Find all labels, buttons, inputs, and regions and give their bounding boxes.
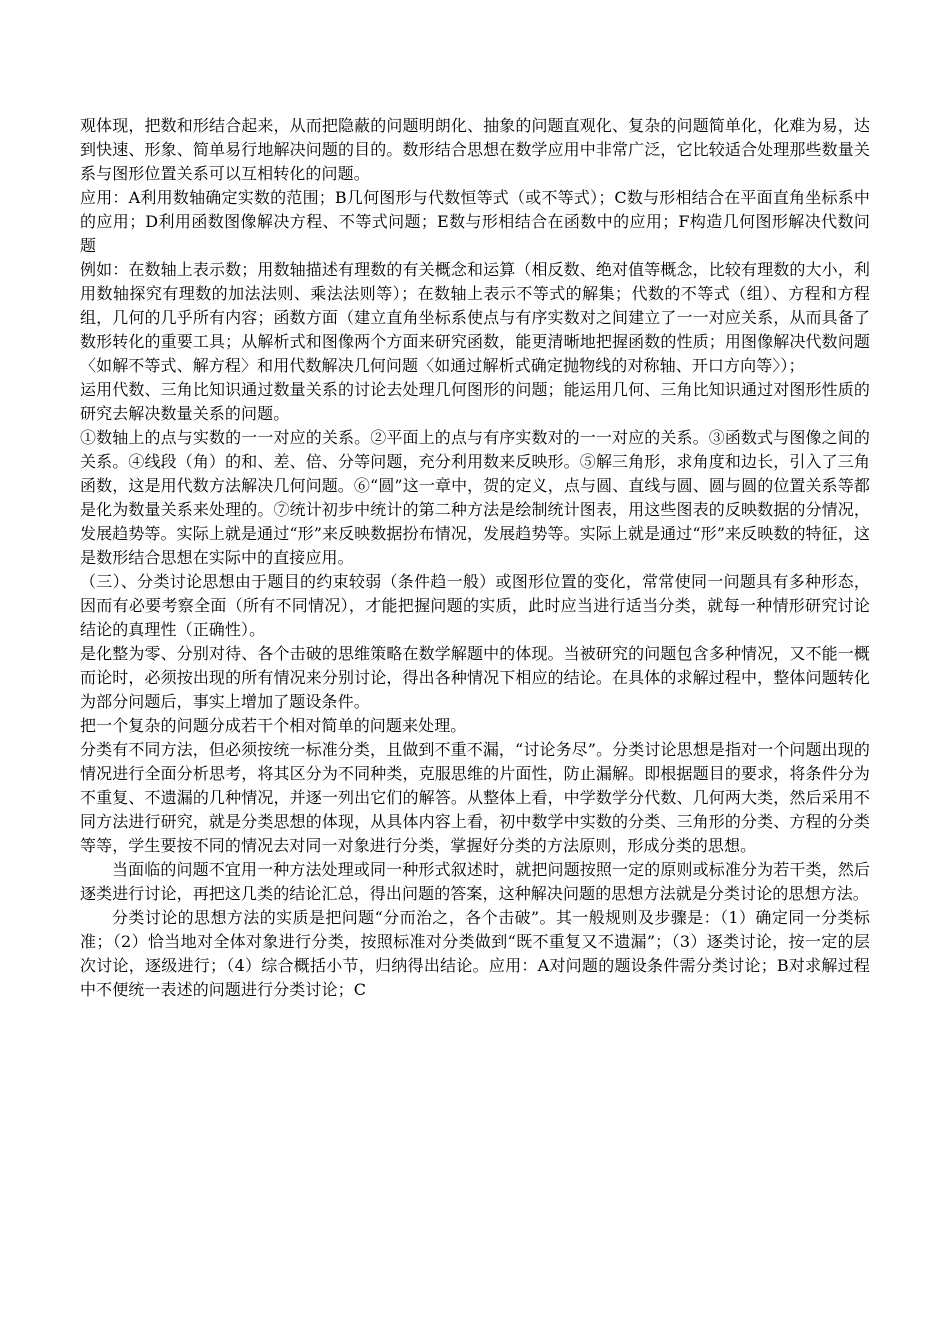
paragraph-numbered-points: ①数轴上的点与实数的一一对应的关系。②平面上的点与有序实数对的一一对应的关系。③函数式与图像之间的关系。④线段（角）的和、差、倍、分等问题，充分利用数来反映形。⑤解三角形，求角度和边长，引入了三角函数，这是用代数方法解决几何问题。⑥“圆”这一章中，贺的定义，点与圆、直线与圆、圆与圆的位置关系等都是化为数量关系来处理的。⑦统计初步中统计的第二种方法是绘制统计图表，用这些图表的反映数据的分情况，发展趋势等。实际上就是通过“形”来反映数据扮布情况，发展趋势等。实际上就是通过“形”来反映数的特征，这是数形结合思想在实际中的直接应用。 — [80, 428, 870, 567]
paragraph-intro: 观体现，把数和形结合起来，从而把隐蔽的问题明朗化、抽象的问题直观化、复杂的问题简单化，化难为易，达到快速、形象、简单易行地解决问题的目的。数形结合思想在数学应用中非常广泛，它比较适合处理那些数量关系与图形位置关系可以互相转化的问题。 — [80, 116, 870, 183]
paragraph-algebra-geometry: 运用代数、三角比知识通过数量关系的讨论去处理几何图形的问题；能运用几何、三角比知识通过对图形性质的研究去解决数量关系的问题。 — [80, 380, 870, 423]
paragraph-examples: 例如：在数轴上表示数；用数轴描述有理数的有关概念和运算（相反数、绝对值等概念，比较有理数的大小，利用数轴探究有理数的加法法则、乘法法则等）；在数轴上表示不等式的解集；代数的不等式（组）、方程和方程组，几何的几乎所有内容；函数方面（建立直角坐标系使点与有序实数对之间建立了一一对应关系，从而具备了数形转化的重要工具；从解析式和图像两个方面来研究函数，能更清晰地把握函数的性质；用图像解决代数问题〈如解不等式、解方程〉和用代数解决几何问题〈如通过解析式确定抛物线的对称轴、开口方向等〉）； — [80, 260, 870, 375]
paragraph-essence-steps: 分类讨论的思想方法的实质是把问题“分而治之，各个击破”。其一般规则及步骤是：（1）确定同一分类标准；（2）恰当地对全体对象进行分类，按照标准对分类做到“既不重复又不遗漏”；（3）逐类讨论，按一定的层次讨论，逐级进行；（4）综合概括小节，归纳得出结论。应用：A对问题的题设条件需分类讨论；B对求解过程中不便统一表述的问题进行分类讨论；C — [80, 908, 870, 999]
paragraph-strategy: 是化整为零、分别对待、各个击破的思维策略在数学解题中的体现。当被研究的问题包含多种情况，又不能一概而论时，必须按出现的所有情况来分别讨论，得出各种情况下相应的结论。在具体的求解过程中，整体问题转化为部分问题后，事实上增加了题设条件。 — [80, 644, 870, 711]
paragraph-section-three: （三）、分类讨论思想由于题目的约束较弱（条件趋一般）或图形位置的变化，常常使同一问题具有多种形态，因而有必要考察全面（所有不同情况），才能把握问题的实质，此时应当进行适当分类，就每一种情形研究讨论结论的真理性（正确性）。 — [80, 572, 870, 639]
paragraph-split-problem: 把一个复杂的问题分成若干个相对简单的问题来处理。 — [80, 716, 467, 735]
paragraph-when-to-classify: 当面临的问题不宜用一种方法处理或同一种形式叙述时，就把问题按照一定的原则或标准分为若干类，然后逐类进行讨论，再把这几类的结论汇总，得出问题的答案，这种解决问题的思想方法就是分类讨论的思想方法。 — [80, 860, 870, 903]
paragraph-classification-methods: 分类有不同方法，但必须按统一标准分类，且做到不重不漏，“讨论务尽”。分类讨论思想是指对一个问题出现的情况进行全面分析思考，将其区分为不同种类，克服思维的片面性，防止漏解。即根据题目的要求，将条件分为不重复、不遗漏的几种情况，并逐一列出它们的解答。从整体上看，中学数学分代数、几何两大类，然后采用不同方法进行研究，就是分类思想的体现，从具体内容上看，初中数学中实数的分类、三角形的分类、方程的分类等等，学生要按不同的情况去对同一对象进行分类，掌握好分类的方法原则，形成分类的思想。 — [80, 740, 870, 855]
paragraph-applications: 应用：A利用数轴确定实数的范围；B几何图形与代数恒等式（或不等式）；C数与形相结合在平面直角坐标系中的应用；D利用函数图像解决方程、不等式问题；E数与形相结合在函数中的应用；F构造几何图形解决代数问题 — [80, 188, 870, 255]
document-page — [80, 114, 870, 1002]
